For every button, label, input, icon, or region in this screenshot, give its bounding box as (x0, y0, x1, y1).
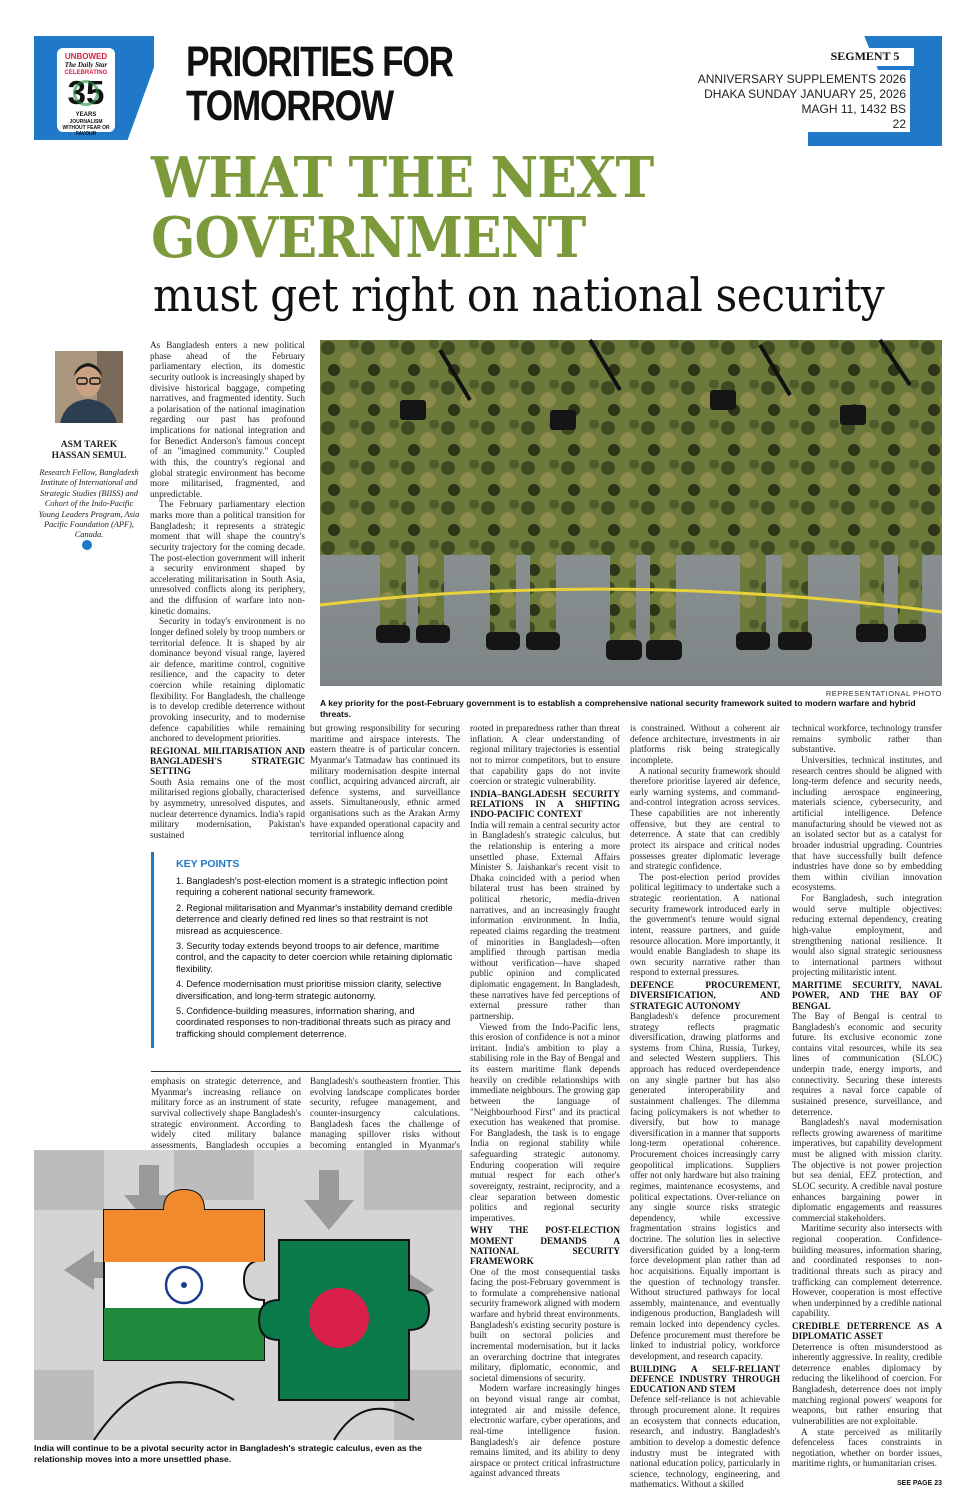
col4-text (630, 723, 780, 1490)
col3-p1: rooted in preparedness rather than threat inflation. A clear understanding of regional military trajectories is essential not to mirror competitors, but to ensure that capability gaps do not invite coercion or strategic vulnerability. (470, 723, 620, 787)
page-number: 22 (892, 117, 906, 131)
col3-p2: India will remain a central security actor in Bangladesh's strategic calculus, but the relationship is entering a more unsettled phase. External Affairs Minister S. Jaishankar's recent visit to Dhaka coincided with a period when bilateral trust has been strained by political rhetoric, media-driven narratives, and an increasingly fraught information environment. In India, repeated claims regarding the treatment of minorities in Bangladesh—often amplified through partisan media without verification—have shaped public opinion and complicated diplomatic engagement. In Bangladesh, these narratives have fed perceptions of external pressure rather than partnership. (470, 819, 620, 1021)
col2-p1: but growing responsibility for securing maritime and airspace interests. The eastern theatre is of particular concern. Myanmar's Tatmadaw has continued its military modernisation despite internal conflict, acquiring advanced aircraft, air defence systems, and surveillance assets. Simultaneously, ethnic armed organisations such as the Arakan Army have expanded operational capacity and territorial influence along (310, 723, 460, 840)
key-point-5: 5. Confidence-building measures, information sharing, and coordinated responses to non-traditional threats such as piracy and trafficking should complement deterrence. (176, 1006, 451, 1040)
edition-info (690, 72, 906, 132)
india-bangladesh-puzzle-icon (34, 1150, 462, 1440)
col4-p5: Defence self-reliance is not achievable through procurement alone. It requires an ecosystem that connects education, research, and industry. Bangladesh's ambition to develop a domestic defence industry must be integrated with national education policy, particularly in science, technology, engineering, and mathematics. Without a skilled (630, 1394, 780, 1490)
author-name-line2: HASSAN SEMUL (51, 451, 127, 461)
author-portrait-icon (55, 351, 123, 423)
author-name (34, 440, 144, 462)
col5-p5: Bangladesh's naval modernisation reflects growing awareness of maritime imperatives, but capability development must be aligned with mission clarity. The objective is not power projection but sea denial, EEZ protection, and SLOC security. A credible naval posture enhances bargaining power in diplomatic engagements and reassures commercial stakeholders. (792, 1117, 942, 1223)
col5-p6: Maritime security also intersects with regional cooperation. Confidence-building measures, information sharing, and coordinated responses to non-traditional threats such as piracy and trafficking can complement deterrence. However, cooperation is most effective when underpinned by a credible national capability. (792, 1223, 942, 1319)
col4-p4: Bangladesh's defence procurement strategy reflects pragmatic diversification, drawing platforms and systems from China, Russia, Turkey, and selected Western suppliers. This approach has reduced overdependence on any single partner but has also generated interoperability and sustainment challenges. The dilemma facing policymakers is not whether to diversify, but how to manage diversification in a manner that supports long-term operational coherence. Procurement choices increasingly carry geopolitical implications. Suppliers offer not only hardware but also training regimes, maintenance ecosystems, and political expectations. Over-reliance on any single source risks strategic dependency, while excessive fragmentation strains logistics and doctrine. The solution lies in selective diversification guided by a long-term force development plan rather than ad hoc acquisitions. Equally important is the question of technology transfer. Without structured pathways for local assembly, maintenance, and eventually indigenous production, Bangladesh will remain locked into dependency cycles. Defence procurement must therefore be linked to industrial policy, workforce development, and research capacity. (630, 1010, 780, 1361)
marching-soldiers-icon (320, 340, 942, 686)
col4-subhead2: BUILDING A SELF-RELIANT DEFENCE INDUSTRY THROUGH EDUCATION AND STEM (630, 1363, 780, 1395)
col4-p3: The post-election period provides political legitimacy to undertake such a strategic reorientation. A national security framework introduced early in the government's tenure would signal intent, reassure partners, and guide resource allocation. More importantly, it would enable Bangladesh to shape its own security narrative rather than respond to external pressures. (630, 871, 780, 978)
col4-p2: A national security framework should therefore prioritise layered air defence, early warning systems, and command-and-control integration across services. These capabilities are not inherently offensive, but they are central to deterrence. A state that can credibly protect its airspace and critical nodes possesses greater diplomatic leverage and strategic confidence. (630, 765, 780, 872)
col5-p4: The Bay of Bengal is central to Bangladesh's economic and security future. Its exclusive economic zone contains vital resources, while its sea lines of communication (SLOC) underpin trade, energy imports, and connectivity. Securing these interests requires a naval force capable of sustained presence, surveillance, and deterrence. (792, 1010, 942, 1117)
see-page-link[interactable]: SEE PAGE 23 (896, 1480, 942, 1487)
col5-p3: For Bangladesh, such integration would serve multiple objectives: reducing external dependency, creating high-value employment, and strengthening national resilience. It would also signal strategic seriousness to international partners without projecting militaristic intent. (792, 893, 942, 978)
author-name-line1: ASM TAREK (60, 440, 118, 450)
puzzle-illustration (34, 1150, 462, 1440)
section-title (186, 40, 453, 128)
years-number: 35 (67, 74, 105, 111)
col5-p8: A state perceived as militarily defenceless faces constraints in negotiation, whether on border issues, maritime rights, or humanitarian crises. (792, 1426, 942, 1469)
section-title-line1: PRIORITIES FOR (186, 38, 453, 86)
key-point-4: 4. Defence modernisation must prioritise mission clarity, selective diversification, and long-term strategic autonomy. (176, 979, 442, 1002)
badge-green-ring (73, 80, 99, 106)
author-photo (55, 351, 123, 423)
col1-subhead: REGIONAL MILITARISATION AND BANGLADESH'S STRATEGIC SETTING (150, 745, 305, 777)
soldiers-photo (320, 340, 942, 686)
col3-p3: Viewed from the Indo-Pacific lens, this erosion of confidence is not a minor irritant. India's ambition to play a stabilising role in the Bay of Bengal and its eastern maritime flank depends heavily on credible relationships with immediate neighbours. The growing gap between the language of "Neighbourhood First" and its practical execution has weakened that promise. For Bangladesh, the task is to engage India on regional stability while safeguarding strategic autonomy. Enduring cooperation will require mutual respect for each other's sovereignty, restraint, reciprocity, and a clear separation between domestic politics and regional security imperatives. (470, 1021, 620, 1223)
col3-p4: One of the most consequential tasks facing the post-February government is to formulate a comprehensive national security framework aligned with modern warfare and hybrid threat environments. Bangladesh's existing security posture is built on sectoral policies and incremental modernisation, but it lacks an overarching doctrine that integrates military, diplomatic, economic, and societal dimensions of security. (470, 1266, 621, 1383)
headline-main (151, 145, 654, 271)
bs-date: MAGH 11, 1432 BS (801, 102, 906, 116)
author-bio: Research Fellow, Bangladesh Institute of International and Strategic Studies (BIISS) and Cohort of the Indo-Pacific Young Leaders Program, Asia Pacific Foundation (APF), Canada. (38, 468, 140, 540)
col1-p4: South Asia remains one of the most militarised regions globally, characterised by asymmetry, unresolved disputes, and nuclear deterrence dynamics. India's rapid military modernisation, Pakistan's sustained (150, 776, 305, 840)
key-point-3: 3. Security today extends beyond troops to air defence, maritime control, and the capacity to deter coercion while retaining diplomatic flexibility. (176, 941, 453, 975)
photo-caption: A key priority for the post-February government is to establish a comprehensive national security framework suited to modern warfare and hybrid threats. (320, 698, 916, 719)
lower-right-text: Bangladesh's southeastern frontier. This evolving landscape complicates border security, refugee management, and counter-insurgency calculations. Bangladesh faces the challenge of managing spillover risks without becoming entangled in Myanmar's (310, 1076, 460, 1150)
col4-p1: is constrained. Without a coherent air defence architecture, investments in air platforms risk being strategically incomplete. (630, 723, 780, 765)
col5-p1: technical workforce, technology transfer remains symbolic rather than substantive. (792, 723, 942, 755)
key-points-title: KEY POINTS (176, 858, 240, 870)
segment-label: SEGMENT 5 (830, 49, 900, 63)
key-point-2: 2. Regional militarisation and Myanmar's instability demand credible deterrence and clearly defined red lines so that restraint is not misread as acquiescence. (176, 902, 453, 937)
col3-text (470, 723, 621, 1479)
col5-p7: Deterrence is often misunderstood as inherently aggressive. In reality, credible deterrence enables diplomacy by reducing the likelihood of coercion. For Bangladesh, deterrence does not imply matching regional powers' weapons for weapons, but rather ensuring that vulnerabilities are not exploitable. (792, 1341, 942, 1426)
date-line: DHAKA SUNDAY JANUARY 25, 2026 (704, 87, 906, 101)
years-label: YEARS (75, 112, 97, 118)
col4-subhead1: DEFENCE PROCUREMENT, DIVERSIFICATION, AND STRATEGIC AUTONOMY (630, 980, 780, 1011)
col1-text (150, 340, 305, 840)
col1-p3: Security in today's environment is no longer defined solely by troop numbers or territorial defence. It is shaped by air dominance beyond visual range, layered air defence, maritime control, cognitive resilience, and the capacity to deter coercion while retaining diplomatic flexibility. For Bangladesh, the challenge is to develop credible deterrence without provoking insecurity, and to modernise defence capabilities while remaining anchored to development priorities. (150, 616, 305, 744)
section-title-line2: TOMORROW (186, 82, 393, 130)
key-points-list (176, 876, 458, 1040)
author-dot-icon (82, 540, 92, 550)
paper-name: The Daily Star (64, 61, 108, 69)
unbowed-label: UNBOWED (64, 52, 108, 61)
col1-p2: The February parliamentary election marks more than a political transition for Bangladesh; it represents a strategic moment that will shape the country's security trajectory for the coming decade. The post-election government will inherit a security environment shaped by accelerating militarisation in South Asia, unresolved conflicts along its periphery, and the diffusion of warfare into non-kinetic domains. (150, 499, 305, 616)
col5-subhead2: CREDIBLE DETERRENCE AS A DIPLOMATIC ASSET (792, 1321, 942, 1342)
motto: JOURNALISM WITHOUT FEAR OR FAVOUR (62, 119, 110, 137)
supplement-name: ANNIVERSARY SUPPLEMENTS 2026 (697, 72, 906, 86)
col5-text (792, 723, 942, 1469)
col5-subhead1: MARITIME SECURITY, NAVAL POWER, AND THE BAY OF BENGAL (792, 980, 942, 1011)
headline-line2: GOVERNMENT (151, 205, 586, 271)
key-points-box (151, 852, 473, 1048)
col3-p5: Modern warfare increasingly hinges on beyond visual range air combat, integrated air and missile defence, electronic warfare, cyber operations, and real-time intelligence fusion. Bangladesh's air defence posture remains limited, and its ability to deny airspace or protect critical infrastructure against advanced threats (470, 1383, 620, 1479)
lower-left-text: emphasis on strategic deterrence, and Myanmar's increasing reliance on military force as an instrument of state survival collectively shape Bangladesh's strategic environment. According to widely cited military balance assessments, Bangladesh occupies a (151, 1076, 301, 1150)
key-point-1: 1. Bangladesh's post-election moment is a strategic inflection point requiring a coherent national security framework. (176, 876, 448, 899)
headline-sub: must get right on national security (153, 268, 885, 322)
col2-text (310, 723, 460, 843)
col1-p1: As Bangladesh enters a new political phase ahead of the February parliamentary election, its domestic security outlook is increasingly shaped by divisive historical baggage, competing narratives, and fragmented identity. Such a polarisation of the national imagination regarding our past has profound implications for national integration and for Benedict Anderson's famous concept of an "imagined community." Coupled with this, the country's regional and global strategic environment has become more militarised, fragmented, and unpredictable. (150, 340, 305, 499)
col3-subhead1: INDIA–BANGLADESH SECURITY RELATIONS IN A SHIFTING INDO-PACIFIC CONTEXT (470, 788, 620, 820)
col5-p2: Universities, technical institutes, and research centres should be aligned with long-term defence and security needs, including aerospace engineering, materials science, cybersecurity, and artificial intelligence. Defence manufacturing should be viewed not as an isolated sector but as a catalyst for broader industrial upgrading. Countries that have successfully built defence industries have done so by embedding them within civilian innovation ecosystems. (792, 754, 942, 893)
photo-credit: REPRESENTATIONAL PHOTO (825, 689, 942, 698)
illustration-caption: India will continue to be a pivotal security actor in Bangladesh's strategic calculus, even as the relationship moves into a more unsettled phase. (34, 1443, 422, 1464)
lower-rule (151, 1071, 461, 1072)
celebrating-label: CELEBRATING (64, 70, 108, 76)
col3-subhead2: WHY THE POST-ELECTION MOMENT DEMANDS A NATIONAL SECURITY FRAMEWORK (470, 1225, 620, 1267)
headline-line1: WHAT THE NEXT (151, 145, 654, 211)
